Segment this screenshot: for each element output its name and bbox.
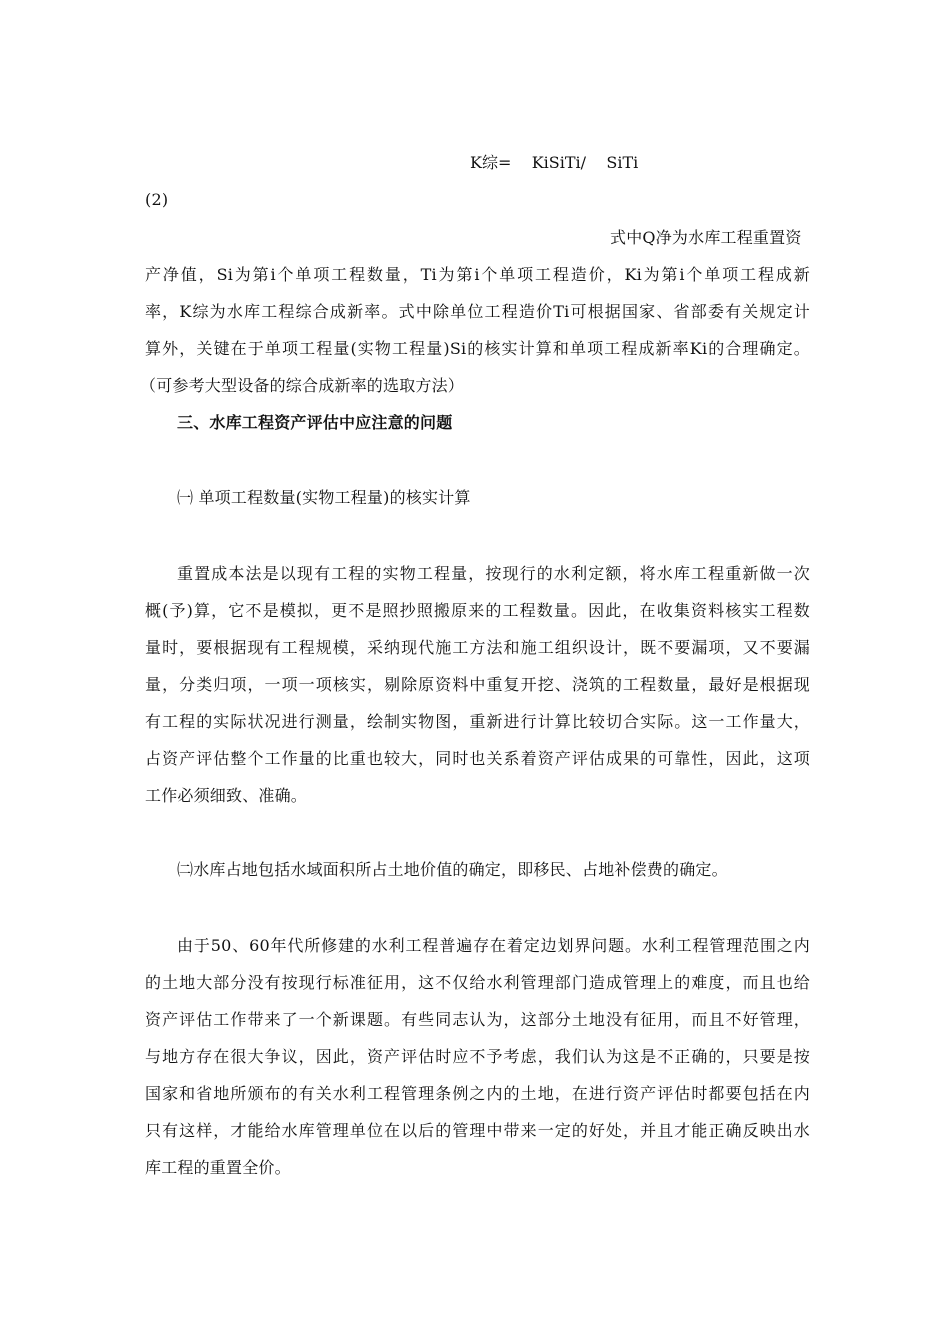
para2-line-1: 重置成本法是以现有工程的实物工程量，按现行的水利定额，将水库工程重新做一次 (177, 564, 810, 583)
subsection-1-heading: ㈠ 单项工程数量(实物工程量)的核实计算 (177, 488, 471, 507)
para3-line-5: 国家和省地所颁布的有关水利工程管理条例之内的土地，在进行资产评估时都要包括在内 (145, 1084, 810, 1103)
para2-line-7: 工作必须细致、准确。 (145, 786, 308, 805)
subsection-2-heading: ㈡水库占地包括水域面积所占土地价值的确定，即移民、占地补偿费的确定。 (177, 860, 728, 879)
para3-line-3: 资产评估工作带来了一个新课题。有些同志认为，这部分土地没有征用，而且不好管理， (145, 1010, 810, 1029)
para1-line-3: 率，K综为水库工程综合成新率。式中除单位工程造价Ti可根据国家、省部委有关规定计 (145, 302, 810, 321)
para2-line-5: 有工程的实际状况进行测量，绘制实物图，重新进行计算比较切合实际。这一工作量大， (145, 712, 810, 731)
para3-line-7: 库工程的重置全价。 (145, 1158, 291, 1177)
para3-line-1: 由于50、60年代所修建的水利工程普遍存在着定边划界问题。水利工程管理范围之内 (177, 936, 810, 955)
para3-line-6: 只有这样，才能给水库管理单位在以后的管理中带来一定的好处，并且才能正确反映出水 (145, 1121, 810, 1140)
para2-line-4: 量，分类归项，一项一项核实，剔除原资料中重复开挖、浇筑的工程数量，最好是根据现 (145, 675, 810, 694)
para1-line-1: 式中Q净为水库工程重置资 (610, 228, 802, 247)
para1-line-5: （可参考大型设备的综合成新率的选取方法） (140, 376, 465, 395)
formula-k-composite: K综= KiSiTi/ SiTi (470, 153, 639, 172)
para2-line-6: 占资产评估整个工作量的比重也较大，同时也关系着资产评估成果的可靠性，因此，这项 (145, 749, 810, 768)
para2-line-3: 量时，要根据现有工程规模，采纳现代施工方法和施工组织设计，既不要漏项，又不要漏 (145, 638, 810, 657)
equation-number: (2) (145, 190, 169, 209)
para1-line-2: 产净值，Si为第i个单项工程数量，Ti为第i个单项工程造价，Ki为第i个单项工程成新 (145, 265, 810, 284)
section-3-heading: 三、水库工程资产评估中应注意的问题 (177, 413, 453, 432)
para3-line-4: 与地方存在很大争议，因此，资产评估时应不予考虑，我们认为这是不正确的，只要是按 (145, 1047, 810, 1066)
para2-line-2: 概(予)算，它不是模拟，更不是照抄照搬原来的工程数量。因此，在收集资料核实工程数 (145, 601, 810, 620)
para3-line-2: 的土地大部分没有按现行标准征用，这不仅给水利管理部门造成管理上的难度，而且也给 (145, 973, 810, 992)
para1-line-4: 算外，关键在于单项工程量(实物工程量)Si的核实计算和单项工程成新率Ki的合理确定。 (145, 339, 810, 358)
